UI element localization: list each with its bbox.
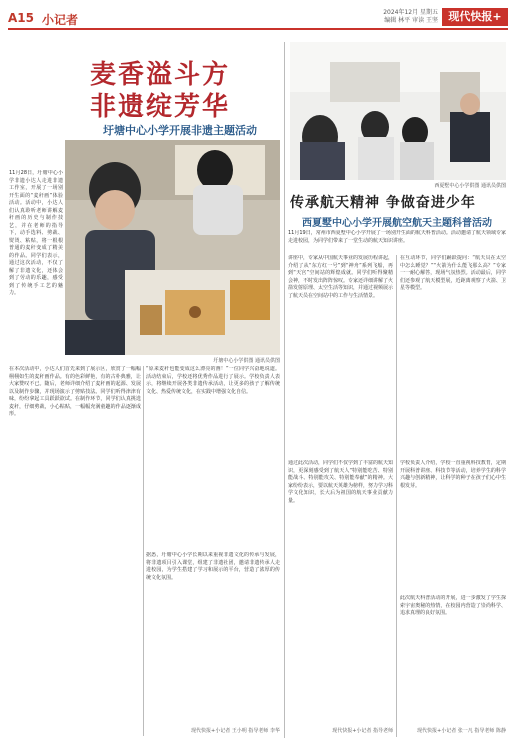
issue-date: 2024年12月 星期五 — [383, 9, 438, 16]
left-byline: 现代快报+小记者 王小明 指导老师 李华 — [191, 728, 280, 734]
right-headline: 传承航天精神 争做奋进少年 — [290, 195, 476, 211]
section-name: 小记者 — [42, 13, 79, 27]
page-header — [8, 8, 508, 30]
left-headline-line2: 非遗绽芳华 — [89, 92, 230, 122]
space-lecture-classroom-photo — [290, 42, 506, 180]
left-story-photo — [65, 140, 280, 355]
editor-line: 编辑 林平 审读 王坚 — [384, 17, 438, 24]
right-byline-left: 现代快报+小记者 指导老师 — [332, 728, 393, 734]
right-body-column-4: 学校负责人介绍，学校一直重视科技教育，定期开展科普讲座、科技节等活动，培养学生的科学兴趣与创新精神，让科学的种子在孩子们心中生根发芽。 — [400, 460, 506, 489]
left-lead-text: 11月28日，圩塘中心小学非遗小达人走进非遗工作室，开展了一场别开生面的“麦秆画”体验活动。活动中，小达人们认真聆听老师讲解麦秆画的历史与制作技艺，并在老师的指导下，动手选料、剪裁、熨烫、粘贴，将一根根普通的麦秆变成了精美的作品。同学们表示，通过这次活动，不仅了解了非遗文化，还体会到了劳动的乐趣，感受到了传统手工艺的魅力。 — [9, 170, 63, 296]
right-body-column-2: 在互动环节，同学们踊跃提问：“航天员在太空中怎么睡觉？”“火箭为什么能飞那么高？”专家一一耐心解答，现场气氛热烈。活动最后，同学们还参观了航天模型展，近距离观察了火箭、卫星等模型。 — [400, 255, 506, 291]
right-photo-caption: 西夏墅中心小学供图 通讯员供图 — [434, 183, 506, 189]
issue-meta — [358, 9, 438, 25]
right-story-photo — [290, 42, 506, 180]
left-body-column-2: “原来麦秆也能变成这么漂亮的画！”一位同学兴奋地说道。活动结束后，学校还将优秀作品进行了展示。学校负责人表示，将继续开展各类非遗传承活动，让更多的孩子了解传统文化、热爱传统文化，在实践中增强文化自信。 — [146, 366, 280, 395]
brand-logo: 现代快报+ — [442, 8, 508, 26]
left-subheadline: 圩塘中心小学开展非遗主题活动 — [103, 124, 257, 137]
left-body-column-1: 在本次活动中，小达人们首先来到了展示区，欣赏了一幅幅栩栩如生的麦秆画作品。有的色彩鲜艳，有的古朴典雅，让大家赞叹不已。随后，老师详细介绍了麦秆画的起源、发展以及制作步骤，并现场演示了剪贴技法。同学们听得津津有味，纷纷拿起工具跃跃欲试。在制作环节，同学们认真挑选麦秆，仔细剪裁，小心粘贴，一幅幅充满童趣的作品逐渐成形。 — [9, 366, 141, 417]
header-rule — [8, 28, 508, 30]
page-number: A15 — [8, 11, 34, 25]
right-column-divider — [396, 255, 397, 737]
right-body-column-5: 此次航天科普活动的开展，进一步激发了学生探索宇宙奥秘的热情，在校园内营造了崇尚科学、追求真理的良好氛围。 — [400, 595, 506, 616]
right-subheadline: 西夏墅中心小学开展航空航天主题科普活动 — [302, 218, 492, 229]
column-divider — [143, 366, 144, 736]
right-body-column-3: 通过此次活动，同学们不仅学到了丰富的航天知识，更深刻感受到了航天人“特别能吃苦、特别能战斗、特别能攻关、特别能奉献”的精神。大家纷纷表示，要以航天英雄为榜样，努力学习科学文化知识，长大后为祖国的航天事业贡献力量。 — [288, 460, 393, 504]
left-photo-caption: 圩塘中心小学供图 通讯员供图 — [213, 358, 280, 364]
right-body-column-1: 讲座中，专家从中国航天事业的发展历程讲起，介绍了从“东方红一号”到“神舟”系列飞船，再到“天宫”空间站的辉煌成就。同学们听得聚精会神，不时发出阵阵惊叹。专家还详细讲解了火箭发射原理、太空生活等知识，并通过视频展示了航天员在空间站中的工作与生活情景。 — [288, 255, 393, 299]
left-lead-continued — [9, 313, 63, 368]
left-body-column-3: 据悉，圩塘中心小学长期以来重视非遗文化的传承与发展，将非遗项目引入课堂，组建了非遗社团，邀请非遗传承人走进校园，为学生搭建了学习和展示的平台，营造了浓厚的传统文化氛围。 — [146, 552, 280, 581]
story-divider — [284, 42, 285, 738]
left-headline-line1: 麦香溢斗方 — [89, 60, 230, 90]
right-byline: 现代快报+小记者 张一凡 指导老师 陈静 — [417, 728, 506, 734]
students-making-wheat-straw-art-photo — [65, 140, 280, 355]
right-lead-text: 11月19日，常州市西夏墅中心小学开展了一场别开生面的航天科普活动。活动邀请了航天领域专家走进校园，为同学们带来了一堂生动的航天知识讲座。 — [288, 230, 506, 244]
